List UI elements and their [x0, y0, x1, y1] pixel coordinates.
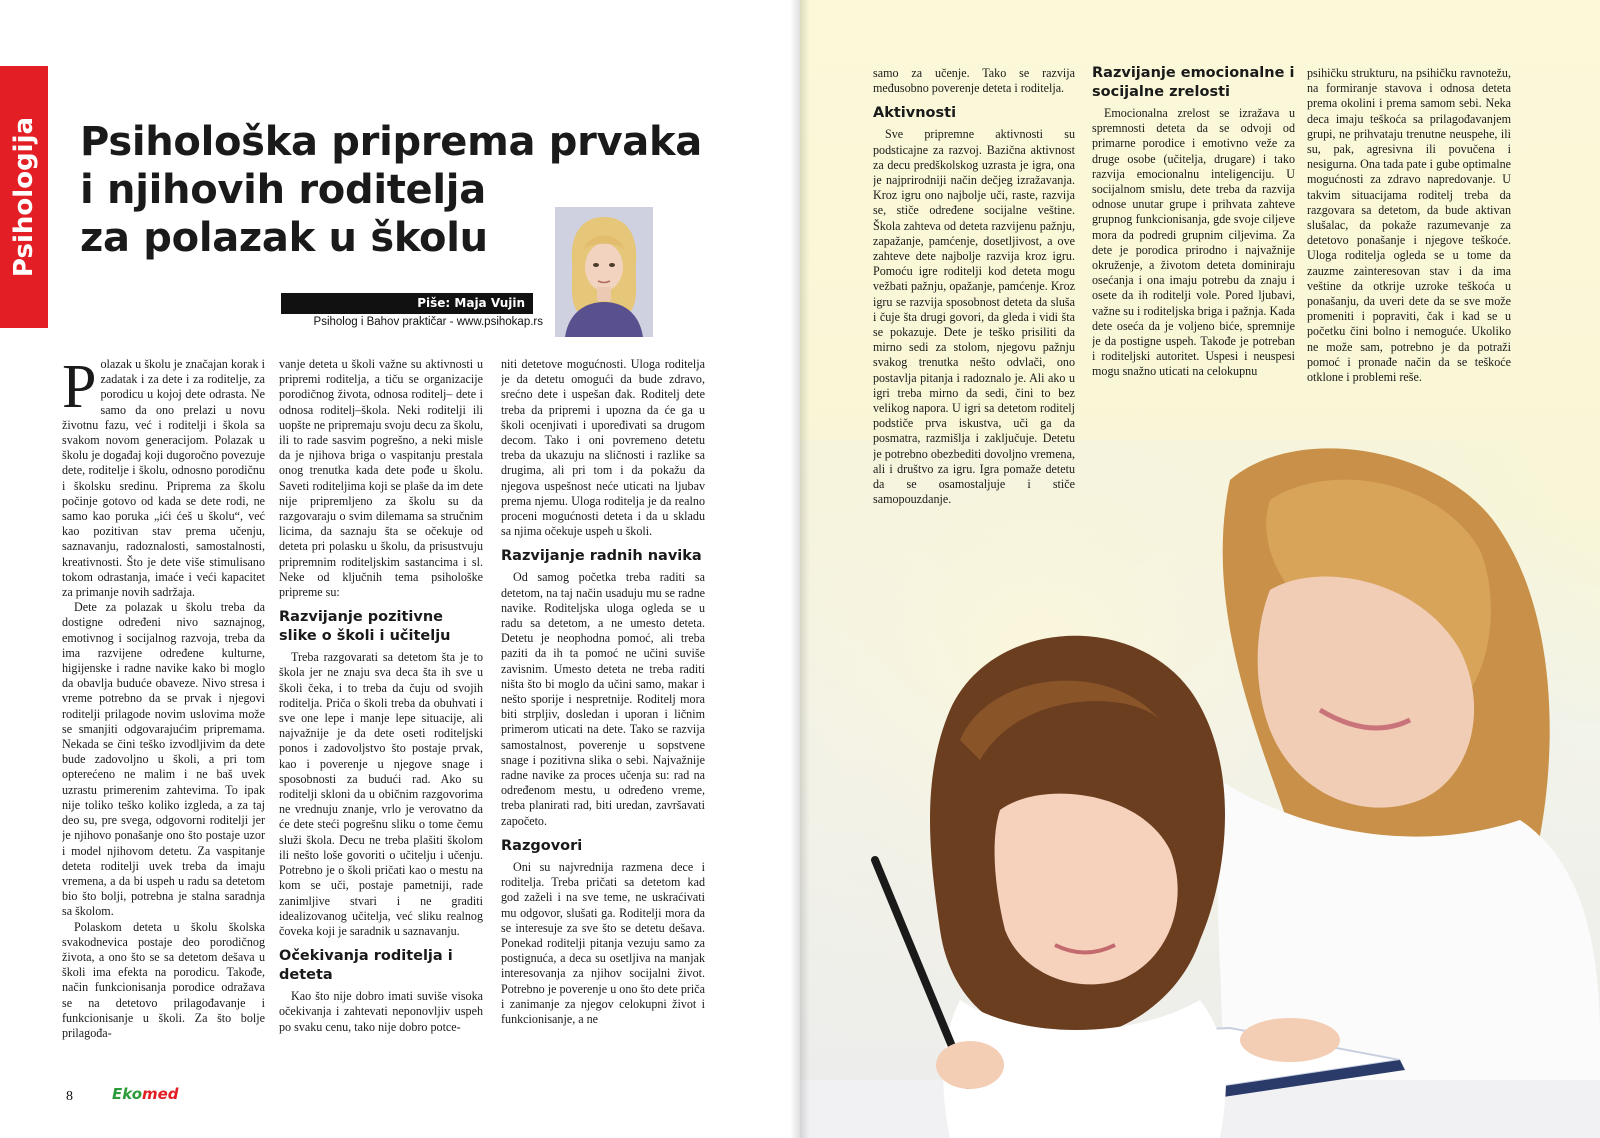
paragraph: Oni su najvrednija razmena dece i roditelja. Treba pričati sa detetom kad god zaželi i na sve teme, ne uskraćivati mu odgovor, slušati ga. Roditelji mora da se interesuje za sve što se detetu dešava. Ponekad roditelji pitanja vezuju samo za postignuća, a deca su osetljiva na manjak interesovanja za njihov socijalni život. Potrebno je poverenje u ono što dete priča i zanimanje za njegov celokupni život i funkcionisanje, a ne	[501, 859, 705, 1026]
author-portrait-illustration	[555, 207, 653, 337]
paragraph: Polaskom deteta u školu školska svakodnevica postaje deo porodičnog života, a ono što se sa detetom dešava u školi ima efekta na porodicu. Takođe, način funkcionisanja porodice odražava se na detetovo prilagođavanje i funkcionisanje u školi. Za što bolje prilagođa-	[62, 919, 265, 1040]
section-tab	[0, 66, 48, 328]
paragraph: Emocionalna zrelost se izražava u spremnosti deteta da se odvoji od primarne porodice i emotivno veže za druge osobe (učitelja, drugare) i tako razvija emocionalnu inteligenciju. U socijalnom smislu, dete treba da razvija odnose unutar grupe i prihvata zahteve grupnog funkcionisanja, gde svoje ciljeve mora da podredi grupnim ciljevima. Za dete je porodica prirodno i najvažnije okruženje, a životom deteta dominiraju osećanja i ona imaju potrebu da znaju i osete da ih roditelji vole. Pored ljubavi, važne su i roditeljska briga i pažnja. Kada dete oseća da je voljeno biće, spremnije je da postigne uspeh. Takođe je potreban i roditeljski autoritet. Uspesi i neuspesi mogu snažno uticati na celokupnu	[1092, 106, 1295, 379]
author-byline: Piše: Maja Vujin	[281, 293, 533, 314]
subheading: Razvijanje emocionalne i socijalne zrelosti	[1092, 65, 1295, 100]
mother-and-daughter-photo	[800, 440, 1600, 1138]
column-2	[279, 357, 483, 1077]
column-6	[1307, 66, 1511, 426]
paragraph: olazak u školu je značajan korak i zadatak i za dete i za roditelje, za porodicu u kojoj dete odrasta. Ne samo da ono prelazi u novu životnu fazu, već i roditelji i škola sa svakom novom generacijom. Polazak u školu je događaj koji dugoročno povezuje dete, roditelje i školu, odnosno porodičnu i školsku sredinu. Priprema za školu počinje gotovo od kada se dete rodi, ne samo kao poruka „ići ćeš u školu“, već kao pozitivan stav prema učenju, saznavanju, radoznalosti, samostalnosti, kreativnosti. Što je dete više stimulisano tokom odrastanja, imaće i veći kapacitet za primanje novih sadržaja.	[62, 357, 265, 600]
author-credentials: Psiholog i Bahov praktičar - www.psihokap.rs	[313, 316, 543, 328]
paragraph: Kao što nije dobro imati suviše visoka očekivanja i zahtevati neponovljiv uspeh po svaku cenu, tako nije dobro potce-	[279, 989, 483, 1034]
author-photo	[555, 207, 653, 337]
column-3	[501, 357, 705, 1077]
title-line-3: za polazak u školu	[80, 215, 488, 261]
paragraph: Sve pripremne aktivnosti su podsticajne za razvoj. Bazična aktivnost za decu predškolskog uzrasta je igra, ona je najprirodniji način dečjeg izražavanja. Kroz igru ono najbolje uči, raste, razvija se, stiče određene socijalne veštine. Škola zahteva od deteta razvijenu pažnju, zapažanje, pamćenje, dosetljivost, a ove zahteve dete najbolje razvija kroz igru. Pomoću igre roditelji kod deteta mogu vežbati pažnju, opažanje, pamćenje. Kroz igru se razvija sposobnost deteta da sluša i čuje šta drugi govori, da gleda i vidi šta se pokazuje. Dete je teško prisiliti da mirno sedi za stolom, njegovu pažnju svakog trenutka nešto odvlači, ono postavlja pitanja i radoznalo je. Ali ako u igri treba mirno da sedi, čini to bez velikog napora. U igri sa detetom roditelj podstiče prva iskustva, uči ga da posmatra, razmišlja i zaključuje. Detetu je potrebno obezbediti dovoljno vremena, ali i društvo za igru. Igra pomaže detetu da se osamostaljuje i stiče samopouzdanje.	[873, 127, 1075, 507]
drop-cap: P	[62, 357, 97, 421]
page-number: 8	[66, 1089, 73, 1104]
paragraph: Od samog početka treba raditi sa detetom, na taj način usaduju mu se radne navike. Roditeljska uloga ogleda se u radu sa detetom, a ne umesto deteta. Detetu je neophodna pomoć, ali treba paziti da ih ta pomoć ne učini suviše zavisnim. Umesto deteta ne treba raditi ništa što bi moglo da učini samo, makar i nešto sporije i nespretnije. Roditelj mora biti strpljiv, dosledan i uporan i ličnim primerom uticati na dete. Tako se razvija samostalnost, poverenje u sopstvene snage i pozitivna slika o sebi. Najvažnije radne navike za proces učenja su: rad na određenom mestu, u određeno vreme, treba planirati rad, biti uredan, završavati započeto.	[501, 570, 705, 828]
magazine-logo	[112, 1085, 179, 1103]
paragraph: Dete za polazak u školu treba da dostigne određeni nivo saznajnog, emotivnog i socijalnog razvoja, treba da ima razvijene određene kulturne, higijenske i radne navike kako bi moglo da obavlja buduće obaveze. Nivo stresa i vreme potrebno da se prvak i njegovi roditelji prilagode novim uslovima može se smanjiti odgovarajućim pripremama. Nekada se čini teško izvodljivim da dete bude zadovoljno u školi, a pri tom opterećeno ne malim i ne baš uvek uzrastu primerenim zahtevima. To ipak nije toliko teško koliko izgleda, a za taj deo su, pre svega, odgovorni roditelji jer je njihovo ponašanje ono što postaje uzor i model njihovom detetu. Za vaspitanje deteta roditelji uvek treba da imaju vremena, a da bi uspeh u radu sa detetom bio što bolji, potrebna je stalna saradnja sa školom.	[62, 600, 265, 919]
logo-part-eko: Eko	[112, 1085, 142, 1103]
paragraph: psihičku strukturu, na psihičku ravnotežu, na formiranje stavova i odnosa deteta prema okolini i prema samom sebi. Neka deca imaju teškoća sa prilagođavanjem grupi, ne prihvataju trenutne neuspehe, ili su, pak, agresivna ili povučena i nesigurna. Ona tada pate i gube optimalne mogućnosti za zdravo napredovanje. U takvim situacijama roditelj treba da razgovara sa detetom, da bude aktivan slušalac, da pokaže razumevanje za detetovo ponašanje i njegove teškoće. Uloga roditelja ogleda se u tome da zauzme zainteresovan stav i da ima veštine da otkrije uzroke teškoća u ponašanju, da uveri dete da se sve može promeniti i popraviti, čak i kad se u početku čini bolno i nemoguće. Ukoliko ne može sam, potrebno je da potraži pomoć i pronađe način da se teškoće otklone i problemi reše.	[1307, 66, 1511, 385]
subheading: Aktivnosti	[873, 105, 957, 122]
right-page	[800, 0, 1600, 1138]
subheading: Očekivanja roditelja i deteta	[279, 948, 453, 984]
column-5	[1092, 64, 1295, 424]
title-line-1: Psihološka priprema prvaka	[80, 119, 702, 165]
section-label: Psihologija	[9, 116, 39, 278]
paragraph: vanje deteta u školi važne su aktivnosti u pripremi roditelja, a tiču se organizacije porodičnog života, odnosa roditelj– dete i odnosa roditelj–škola. Neki roditelji ili uopšte ne pripremaju svoju decu za školu, ili to rade sasvim pogrešno, a neki misle da je njihova briga o vaspitanju prestala onog trenutka kada dete pođe u školu. Saveti roditeljima koji se plaše da im dete nije pripremljeno za školu su da razgovaraju o svim dilemama sa stručnim licima, da saznaju šta se očekuje od deteta pri polasku u školu, da prisustvuju pripremnim roditeljskim sastancima i sl. Neke od ključnih tema psihološke pripreme su:	[279, 357, 483, 600]
title-line-2: i njihovih roditelja	[80, 167, 486, 213]
column-1	[62, 357, 265, 1077]
logo-part-med: med	[142, 1085, 179, 1103]
subheading: Razgovori	[501, 837, 583, 854]
paragraph: Treba razgovarati sa detetom šta je to škola jer ne znaju sva deca šta ih sve u školi čeka, i to treba da čuju od svojih roditelja. Priča o školi treba da obuhvati i sve one lepe i manje lepe situacije, ali najvažnije je da dete oseti roditeljski ponos i zadovoljstvo što postaje prvak, kao i poverenje u njegove snage i sposobnosti za budući rad. Ako su roditelji skloni da u običnim razgovorima ne vrednuju znanje, vrlo je verovatno da će dete steći pogrešnu sliku o tome čemu služi škola. Decu ne treba plašiti školom ili nešto loše govoriti o učitelju i učenju. Potrebno je o školi pričati kao o mestu na kom se uči, postaje pametniji, rade zanimljive stvari i ne graditi idealizovanog učitelja, već sliku realnog čoveka koji je saradnik u saznavanju.	[279, 650, 483, 938]
page-gutter-shadow	[790, 0, 810, 1138]
paragraph: samo za učenje. Tako se razvija međusobno poverenje deteta i roditelja.	[873, 66, 1075, 96]
subheading: Razvijanje pozitivne slike o školi i učitelju	[279, 609, 451, 645]
column-4	[873, 66, 1075, 536]
paragraph: niti detetove mogućnosti. Uloga roditelja je da detetu omogući da bude zdravo, srećno dete i uspešan đak. Roditelj dete treba da pripremi i upozna da će ga u školi ocenjivati i upoređivati sa drugom decom. Tako i oni povremeno detetu treba da ukazuju na sličnosti i razlike sa drugima, ali pri tom i da pokažu da njegova uspešnost neće uticati na ljubav prema njemu. Uloga roditelja je da realno proceni mogućnosti deteta i da u skladu sa njima očekuje uspeh u školi.	[501, 357, 705, 539]
subheading: Razvijanje radnih navika	[501, 548, 702, 565]
